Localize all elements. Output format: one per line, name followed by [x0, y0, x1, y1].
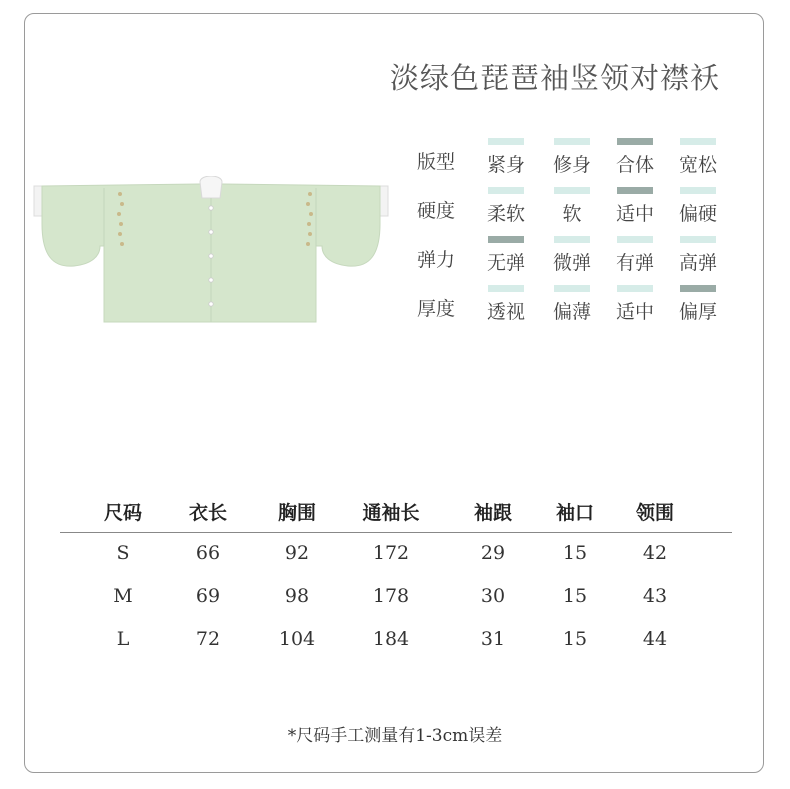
table-cell: 15 [562, 542, 588, 564]
level-bar [554, 187, 590, 194]
table-cell: 69 [195, 585, 221, 607]
table-cell: 184 [372, 628, 410, 650]
option [474, 231, 538, 275]
level-bar [488, 138, 524, 145]
attribute-row-thickness [410, 280, 730, 328]
column-header: 袖口 [555, 502, 595, 524]
table-cell: 72 [195, 628, 221, 650]
option-label: 合体 [615, 154, 654, 176]
option [474, 133, 538, 177]
level-bar [554, 236, 590, 243]
table-cell: 44 [642, 628, 668, 650]
table-cell: M [113, 585, 133, 607]
option [540, 133, 604, 177]
option-label: 紧身 [486, 154, 525, 176]
level-bar [617, 236, 653, 243]
option [666, 280, 730, 324]
option-label: 柔软 [486, 203, 525, 225]
attribute-row-fit [410, 133, 730, 181]
garment-image [30, 176, 392, 326]
option-label: 偏薄 [552, 301, 591, 323]
option [603, 280, 667, 324]
table-cell: 98 [284, 585, 310, 607]
option-label: 无弹 [486, 252, 525, 274]
level-bar [488, 187, 524, 194]
option [666, 182, 730, 226]
table-cell: 92 [284, 542, 310, 564]
table-cell: 43 [642, 585, 668, 607]
option-label: 修身 [552, 154, 591, 176]
level-bar-selected [488, 236, 524, 243]
level-bar-selected [680, 285, 716, 292]
column-header: 袖跟 [473, 502, 513, 524]
attribute-row-hardness [410, 182, 730, 230]
column-header: 通袖长 [362, 502, 420, 524]
level-bar-selected [617, 187, 653, 194]
option [540, 182, 604, 226]
option [603, 182, 667, 226]
table-cell: 29 [480, 542, 506, 564]
table-cell: 66 [195, 542, 221, 564]
option-label: 适中 [615, 203, 654, 225]
option [474, 182, 538, 226]
column-header: 尺码 [103, 502, 143, 524]
attribute-name: 版型 [417, 151, 456, 173]
level-bar [554, 138, 590, 145]
option-label: 透视 [486, 301, 525, 323]
option [666, 231, 730, 275]
table-cell: 42 [642, 542, 668, 564]
level-bar [680, 138, 716, 145]
table-cell: S [116, 542, 130, 564]
option [603, 133, 667, 177]
table-cell: 104 [278, 628, 316, 650]
table-cell: L [116, 628, 130, 650]
column-header: 胸围 [277, 502, 317, 524]
attribute-name: 硬度 [417, 200, 456, 222]
column-header: 衣长 [188, 502, 228, 524]
option-label: 宽松 [678, 154, 717, 176]
level-bar [680, 236, 716, 243]
option [540, 280, 604, 324]
option-label: 适中 [615, 301, 654, 323]
table-cell: 15 [562, 585, 588, 607]
header-divider [60, 532, 732, 533]
attribute-name: 弹力 [417, 249, 456, 271]
left-cuff [34, 186, 42, 216]
product-title: 淡绿色琵琶袖竖领对襟袄 [389, 61, 720, 95]
option-label: 偏硬 [678, 203, 717, 225]
level-bar [554, 285, 590, 292]
right-cuff [380, 186, 388, 216]
column-header: 领围 [635, 502, 675, 524]
option-label: 偏厚 [678, 301, 717, 323]
measurement-note: *尺码手工测量有1-3cm误差 [287, 726, 503, 746]
option-label: 软 [562, 203, 582, 225]
table-cell: 31 [480, 628, 506, 650]
level-bar-selected [617, 138, 653, 145]
option-label: 高弹 [678, 252, 717, 274]
table-cell: 30 [480, 585, 506, 607]
option-label: 微弹 [552, 252, 591, 274]
level-bar [488, 285, 524, 292]
option [603, 231, 667, 275]
table-cell: 15 [562, 628, 588, 650]
table-cell: 178 [372, 585, 410, 607]
level-bar [680, 187, 716, 194]
card-frame [24, 13, 764, 773]
option [474, 280, 538, 324]
level-bar [617, 285, 653, 292]
option [540, 231, 604, 275]
option [666, 133, 730, 177]
collar [200, 176, 222, 198]
table-cell: 172 [372, 542, 410, 564]
attribute-row-elasticity [410, 231, 730, 279]
option-label: 有弹 [615, 252, 654, 274]
attribute-name: 厚度 [417, 298, 456, 320]
